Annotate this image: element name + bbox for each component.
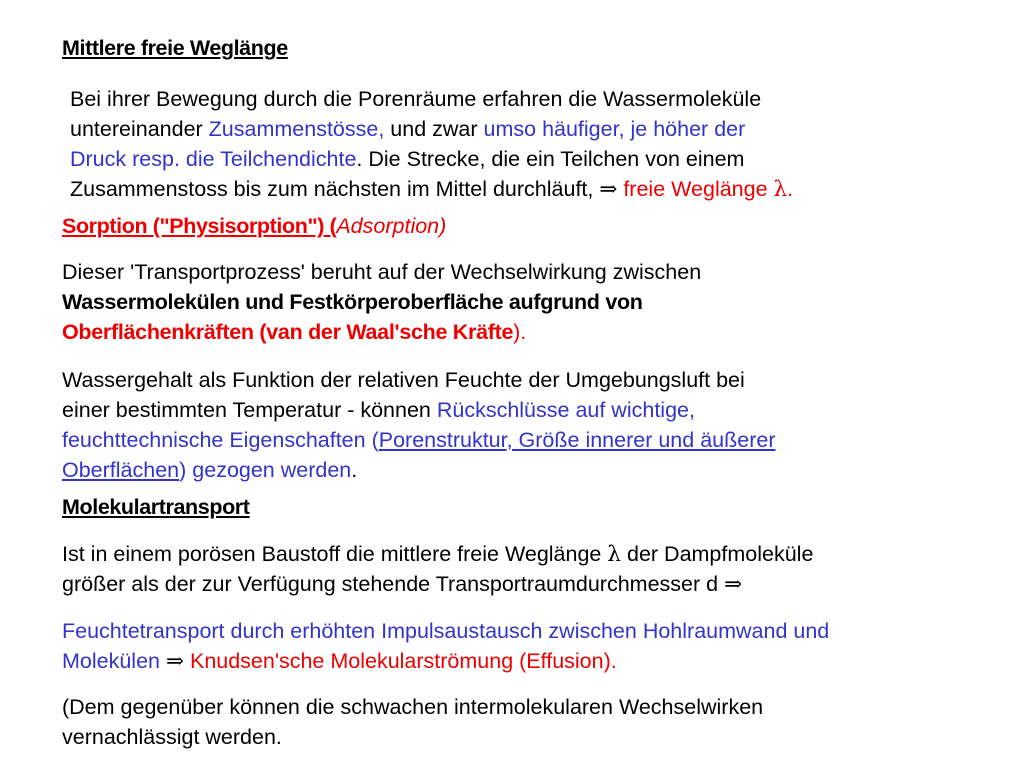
text: . <box>351 458 358 482</box>
text: Zusammenstoss bis zum nächsten im Mittel durchläuft, <box>70 177 600 201</box>
paragraph-1-line-4 <box>70 174 793 205</box>
paragraph-3-line-1: Wassergehalt als Funktion der relativen Feuchte der Umgebungsluft bei <box>62 368 745 392</box>
paragraph-3-line-4 <box>62 455 357 485</box>
implies-arrow-icon: ⇒ <box>724 572 743 597</box>
text: ) gezogen werden <box>179 458 352 482</box>
text: Molekülen <box>62 649 166 673</box>
text: feuchttechnische Eigenschaften ( <box>62 428 379 452</box>
lambda-symbol: λ <box>607 542 622 567</box>
heading-sorption <box>62 211 446 241</box>
highlight-druck-teilchendichte: Druck resp. die Teilchendichte <box>70 147 357 171</box>
highlight-zusammenstoesse: Zusammenstösse, <box>208 117 385 141</box>
paragraph-3-line-3 <box>62 425 775 455</box>
paragraph-2-line-2: Wassermolekülen und Festkörperoberfläche aufgrund von <box>62 290 643 314</box>
paragraph-1-line-3 <box>70 144 744 174</box>
lambda-symbol: λ <box>773 177 788 202</box>
text: größer als der zur Verfügung stehende Transportraumdurchmesser d <box>62 572 725 596</box>
highlight-umso-haeufiger: umso häufiger, je höher der <box>483 117 746 141</box>
paragraph-2-line-1: Dieser 'Transportprozess' beruht auf der Wechselwirkung zwischen <box>62 260 702 284</box>
implies-arrow-icon: ⇒ <box>599 177 618 202</box>
heading-molekulartransport: Molekulartransport <box>62 495 250 519</box>
text: untereinander <box>70 117 209 141</box>
text: und zwar <box>384 117 484 141</box>
underlined-porenstruktur: Porenstruktur, Größe innerer und äußerer <box>378 428 776 452</box>
heading-sorption-text: Sorption ("Physisorption") ( <box>62 214 337 238</box>
highlight-freie-weglaenge: freie Weglänge <box>617 177 774 201</box>
paragraph-5-line-1: Feuchtetransport durch erhöhten Impulsaustausch zwischen Hohlraumwand und <box>62 619 830 643</box>
paragraph-1-line-1: Bei ihrer Bewegung durch die Porenräume erfahren die Wassermoleküle <box>70 87 762 111</box>
highlight-oberflaechenkraefte: Oberflächenkräften (van der Waal'sche Kräfte <box>62 320 514 344</box>
paragraph-4-line-2 <box>62 569 742 600</box>
text: Ist in einem porösen Baustoff die mittlere freie Weglänge <box>62 542 608 566</box>
paragraph-1-line-2 <box>70 114 745 144</box>
paragraph-6-line-2: vernachlässigt werden. <box>62 725 282 749</box>
paragraph-3-line-2 <box>62 395 695 425</box>
text: ). <box>513 320 527 344</box>
text: . Die Strecke, die ein Teilchen von einem <box>356 147 745 171</box>
paragraph-5-line-2 <box>62 646 617 677</box>
underlined-oberflaechen: Oberflächen <box>62 458 180 482</box>
highlight-rueckschluesse: Rückschlüsse auf wichtige, <box>436 398 695 422</box>
text: . <box>787 177 794 201</box>
text: einer bestimmten Temperatur - können <box>62 398 437 422</box>
paragraph-6-line-1: (Dem gegenüber können die schwachen intermolekularen Wechselwirken <box>62 695 764 719</box>
implies-arrow-icon: ⇒ <box>165 649 184 674</box>
paragraph-2-line-3 <box>62 317 526 347</box>
heading-mittlere-freie-weglaenge: Mittlere freie Weglänge <box>62 36 288 60</box>
heading-adsorption-italic: Adsorption) <box>336 214 447 238</box>
highlight-knudsen: Knudsen'sche Molekularströmung (Effusion). <box>184 649 617 673</box>
text: der Dampfmoleküle <box>621 542 814 566</box>
paragraph-4-line-1 <box>62 539 813 570</box>
